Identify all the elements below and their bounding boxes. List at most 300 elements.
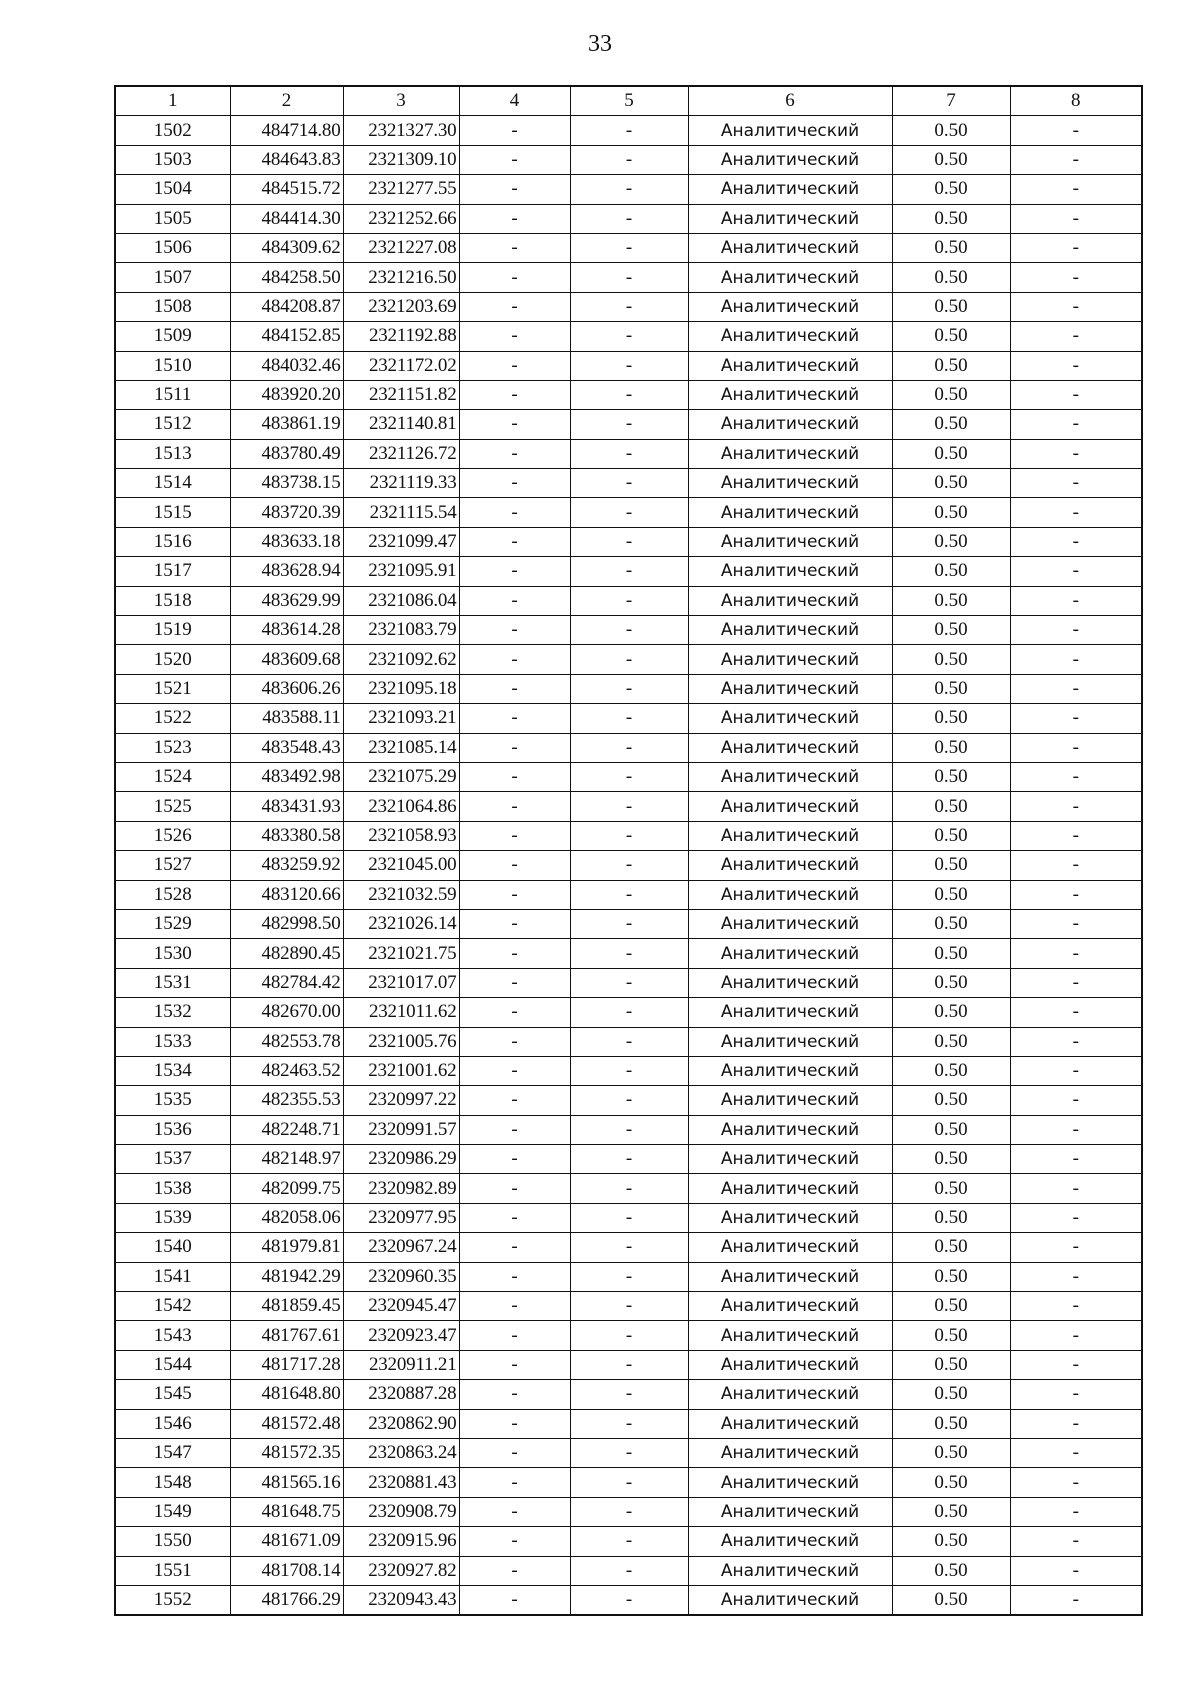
point-number-cell: 1542 (115, 1292, 230, 1321)
table-row (115, 1556, 1142, 1585)
col-5-value-cell: - (570, 909, 688, 938)
coord-y-cell: 2321085.14 (343, 733, 459, 762)
point-number-cell: 1521 (115, 674, 230, 703)
col-5-value-cell: - (570, 116, 688, 145)
col-4-value-cell: - (459, 322, 570, 351)
accuracy-cell: 0.50 (892, 1027, 1010, 1056)
accuracy-cell: 0.50 (892, 1145, 1010, 1174)
col-8-value-cell: - (1010, 175, 1142, 204)
coord-x-cell: 484309.62 (230, 233, 343, 262)
accuracy-cell: 0.50 (892, 439, 1010, 468)
col-4-value-cell: - (459, 733, 570, 762)
method-cell: Аналитический (688, 322, 892, 351)
accuracy-cell: 0.50 (892, 674, 1010, 703)
table-row (115, 1203, 1142, 1232)
col-5-value-cell: - (570, 998, 688, 1027)
coord-x-cell: 483780.49 (230, 439, 343, 468)
coord-y-cell: 2320915.96 (343, 1527, 459, 1556)
col-8-value-cell: - (1010, 645, 1142, 674)
table-row (115, 1438, 1142, 1467)
col-4-value-cell: - (459, 410, 570, 439)
coord-y-cell: 2320943.43 (343, 1585, 459, 1615)
coord-y-cell: 2321252.66 (343, 204, 459, 233)
coord-x-cell: 481648.75 (230, 1497, 343, 1526)
col-5-value-cell: - (570, 439, 688, 468)
col-5-value-cell: - (570, 175, 688, 204)
point-number-cell: 1543 (115, 1321, 230, 1350)
col-4-value-cell: - (459, 498, 570, 527)
point-number-cell: 1506 (115, 233, 230, 262)
coord-y-cell: 2320977.95 (343, 1203, 459, 1232)
point-number-cell: 1513 (115, 439, 230, 468)
point-number-cell: 1515 (115, 498, 230, 527)
method-cell: Аналитический (688, 762, 892, 791)
coord-x-cell: 483431.93 (230, 792, 343, 821)
col-5-value-cell: - (570, 733, 688, 762)
col-5-value-cell: - (570, 704, 688, 733)
column-header-3: 3 (343, 86, 459, 116)
point-number-cell: 1505 (115, 204, 230, 233)
coord-y-cell: 2321126.72 (343, 439, 459, 468)
point-number-cell: 1508 (115, 292, 230, 321)
accuracy-cell: 0.50 (892, 1174, 1010, 1203)
col-5-value-cell: - (570, 1292, 688, 1321)
col-5-value-cell: - (570, 1262, 688, 1291)
col-4-value-cell: - (459, 968, 570, 997)
method-cell: Аналитический (688, 351, 892, 380)
col-4-value-cell: - (459, 263, 570, 292)
col-4-value-cell: - (459, 557, 570, 586)
table-row (115, 557, 1142, 586)
accuracy-cell: 0.50 (892, 322, 1010, 351)
accuracy-cell: 0.50 (892, 1438, 1010, 1467)
col-5-value-cell: - (570, 1145, 688, 1174)
accuracy-cell: 0.50 (892, 1086, 1010, 1115)
table-row (115, 909, 1142, 938)
col-5-value-cell: - (570, 263, 688, 292)
col-5-value-cell: - (570, 1233, 688, 1262)
method-cell: Аналитический (688, 410, 892, 439)
method-cell: Аналитический (688, 880, 892, 909)
method-cell: Аналитический (688, 380, 892, 409)
point-number-cell: 1537 (115, 1145, 230, 1174)
point-number-cell: 1502 (115, 116, 230, 145)
point-number-cell: 1545 (115, 1380, 230, 1409)
method-cell: Аналитический (688, 292, 892, 321)
coord-y-cell: 2321092.62 (343, 645, 459, 674)
col-5-value-cell: - (570, 1438, 688, 1467)
point-number-cell: 1529 (115, 909, 230, 938)
col-8-value-cell: - (1010, 292, 1142, 321)
col-5-value-cell: - (570, 1585, 688, 1615)
col-5-value-cell: - (570, 557, 688, 586)
col-8-value-cell: - (1010, 733, 1142, 762)
col-5-value-cell: - (570, 792, 688, 821)
point-number-cell: 1517 (115, 557, 230, 586)
coord-x-cell: 482890.45 (230, 939, 343, 968)
coord-x-cell: 483606.26 (230, 674, 343, 703)
col-5-value-cell: - (570, 762, 688, 791)
col-5-value-cell: - (570, 1380, 688, 1409)
coord-y-cell: 2321095.18 (343, 674, 459, 703)
column-header-5: 5 (570, 86, 688, 116)
col-8-value-cell: - (1010, 851, 1142, 880)
coord-x-cell: 483720.39 (230, 498, 343, 527)
method-cell: Аналитический (688, 1233, 892, 1262)
method-cell: Аналитический (688, 1556, 892, 1585)
col-4-value-cell: - (459, 586, 570, 615)
method-cell: Аналитический (688, 1292, 892, 1321)
method-cell: Аналитический (688, 1350, 892, 1379)
coord-y-cell: 2321001.62 (343, 1056, 459, 1085)
coord-y-cell: 2321140.81 (343, 410, 459, 439)
table-row (115, 527, 1142, 556)
method-cell: Аналитический (688, 204, 892, 233)
coord-y-cell: 2321021.75 (343, 939, 459, 968)
accuracy-cell: 0.50 (892, 1262, 1010, 1291)
col-8-value-cell: - (1010, 233, 1142, 262)
col-5-value-cell: - (570, 204, 688, 233)
coord-y-cell: 2320960.35 (343, 1262, 459, 1291)
method-cell: Аналитический (688, 616, 892, 645)
accuracy-cell: 0.50 (892, 1115, 1010, 1144)
coord-y-cell: 2320887.28 (343, 1380, 459, 1409)
coord-x-cell: 483259.92 (230, 851, 343, 880)
method-cell: Аналитический (688, 1438, 892, 1467)
accuracy-cell: 0.50 (892, 1380, 1010, 1409)
table-row (115, 1409, 1142, 1438)
col-4-value-cell: - (459, 1115, 570, 1144)
col-8-value-cell: - (1010, 909, 1142, 938)
col-8-value-cell: - (1010, 116, 1142, 145)
method-cell: Аналитический (688, 792, 892, 821)
coord-x-cell: 484208.87 (230, 292, 343, 321)
coord-y-cell: 2320991.57 (343, 1115, 459, 1144)
point-number-cell: 1532 (115, 998, 230, 1027)
table-row (115, 380, 1142, 409)
accuracy-cell: 0.50 (892, 1233, 1010, 1262)
coord-y-cell: 2321005.76 (343, 1027, 459, 1056)
table-row (115, 1262, 1142, 1291)
coord-x-cell: 481671.09 (230, 1527, 343, 1556)
coord-y-cell: 2321115.54 (343, 498, 459, 527)
table-row (115, 1174, 1142, 1203)
coord-x-cell: 484152.85 (230, 322, 343, 351)
point-number-cell: 1550 (115, 1527, 230, 1556)
table-row (115, 762, 1142, 791)
coord-x-cell: 481767.61 (230, 1321, 343, 1350)
col-4-value-cell: - (459, 1380, 570, 1409)
point-number-cell: 1549 (115, 1497, 230, 1526)
coord-y-cell: 2320911.21 (343, 1350, 459, 1379)
col-4-value-cell: - (459, 145, 570, 174)
accuracy-cell: 0.50 (892, 527, 1010, 556)
point-number-cell: 1541 (115, 1262, 230, 1291)
coord-x-cell: 483609.68 (230, 645, 343, 674)
coord-x-cell: 483548.43 (230, 733, 343, 762)
coord-x-cell: 482148.97 (230, 1145, 343, 1174)
method-cell: Аналитический (688, 1585, 892, 1615)
accuracy-cell: 0.50 (892, 704, 1010, 733)
point-number-cell: 1510 (115, 351, 230, 380)
point-number-cell: 1503 (115, 145, 230, 174)
method-cell: Аналитический (688, 1468, 892, 1497)
method-cell: Аналитический (688, 1056, 892, 1085)
method-cell: Аналитический (688, 175, 892, 204)
method-cell: Аналитический (688, 998, 892, 1027)
col-4-value-cell: - (459, 616, 570, 645)
coord-x-cell: 482998.50 (230, 909, 343, 938)
coord-x-cell: 481572.48 (230, 1409, 343, 1438)
col-5-value-cell: - (570, 1086, 688, 1115)
coord-y-cell: 2321216.50 (343, 263, 459, 292)
table-row (115, 733, 1142, 762)
point-number-cell: 1535 (115, 1086, 230, 1115)
coord-y-cell: 2321099.47 (343, 527, 459, 556)
method-cell: Аналитический (688, 233, 892, 262)
column-header-6: 6 (688, 86, 892, 116)
table-row (115, 968, 1142, 997)
point-number-cell: 1551 (115, 1556, 230, 1585)
col-4-value-cell: - (459, 1527, 570, 1556)
accuracy-cell: 0.50 (892, 939, 1010, 968)
column-header-4: 4 (459, 86, 570, 116)
coord-y-cell: 2321083.79 (343, 616, 459, 645)
point-number-cell: 1539 (115, 1203, 230, 1232)
col-5-value-cell: - (570, 674, 688, 703)
method-cell: Аналитический (688, 939, 892, 968)
col-5-value-cell: - (570, 351, 688, 380)
accuracy-cell: 0.50 (892, 1056, 1010, 1085)
table-row (115, 704, 1142, 733)
col-8-value-cell: - (1010, 1145, 1142, 1174)
column-header-2: 2 (230, 86, 343, 116)
col-4-value-cell: - (459, 939, 570, 968)
table-body (115, 116, 1142, 1615)
coord-x-cell: 481708.14 (230, 1556, 343, 1585)
col-5-value-cell: - (570, 968, 688, 997)
col-4-value-cell: - (459, 292, 570, 321)
coord-y-cell: 2321095.91 (343, 557, 459, 586)
col-5-value-cell: - (570, 1468, 688, 1497)
col-8-value-cell: - (1010, 1233, 1142, 1262)
coord-x-cell: 482463.52 (230, 1056, 343, 1085)
method-cell: Аналитический (688, 1527, 892, 1556)
method-cell: Аналитический (688, 1497, 892, 1526)
col-4-value-cell: - (459, 1262, 570, 1291)
table-row (115, 1321, 1142, 1350)
col-4-value-cell: - (459, 645, 570, 674)
col-5-value-cell: - (570, 410, 688, 439)
table-row (115, 880, 1142, 909)
table-row (115, 204, 1142, 233)
accuracy-cell: 0.50 (892, 557, 1010, 586)
accuracy-cell: 0.50 (892, 968, 1010, 997)
col-4-value-cell: - (459, 762, 570, 791)
table-row (115, 1115, 1142, 1144)
method-cell: Аналитический (688, 1145, 892, 1174)
table-row (115, 292, 1142, 321)
accuracy-cell: 0.50 (892, 1203, 1010, 1232)
accuracy-cell: 0.50 (892, 263, 1010, 292)
col-4-value-cell: - (459, 439, 570, 468)
col-4-value-cell: - (459, 1409, 570, 1438)
point-number-cell: 1548 (115, 1468, 230, 1497)
point-number-cell: 1526 (115, 821, 230, 850)
method-cell: Аналитический (688, 821, 892, 850)
coord-y-cell: 2321309.10 (343, 145, 459, 174)
col-5-value-cell: - (570, 527, 688, 556)
col-4-value-cell: - (459, 704, 570, 733)
col-4-value-cell: - (459, 527, 570, 556)
coord-x-cell: 483633.18 (230, 527, 343, 556)
coord-x-cell: 483614.28 (230, 616, 343, 645)
coord-y-cell: 2320927.82 (343, 1556, 459, 1585)
point-number-cell: 1519 (115, 616, 230, 645)
table-row (115, 586, 1142, 615)
coord-y-cell: 2321277.55 (343, 175, 459, 204)
method-cell: Аналитический (688, 1262, 892, 1291)
col-8-value-cell: - (1010, 704, 1142, 733)
table-row (115, 998, 1142, 1027)
col-5-value-cell: - (570, 1409, 688, 1438)
table-row (115, 1527, 1142, 1556)
point-number-cell: 1525 (115, 792, 230, 821)
col-8-value-cell: - (1010, 821, 1142, 850)
col-8-value-cell: - (1010, 1468, 1142, 1497)
coord-y-cell: 2321093.21 (343, 704, 459, 733)
table-row (115, 616, 1142, 645)
col-8-value-cell: - (1010, 469, 1142, 498)
col-4-value-cell: - (459, 1174, 570, 1203)
method-cell: Аналитический (688, 116, 892, 145)
col-8-value-cell: - (1010, 557, 1142, 586)
coord-x-cell: 482248.71 (230, 1115, 343, 1144)
table-row (115, 469, 1142, 498)
coord-y-cell: 2320967.24 (343, 1233, 459, 1262)
col-5-value-cell: - (570, 1350, 688, 1379)
point-number-cell: 1514 (115, 469, 230, 498)
table-row (115, 1350, 1142, 1379)
coord-x-cell: 482553.78 (230, 1027, 343, 1056)
accuracy-cell: 0.50 (892, 792, 1010, 821)
col-4-value-cell: - (459, 204, 570, 233)
col-4-value-cell: - (459, 1350, 570, 1379)
col-8-value-cell: - (1010, 380, 1142, 409)
table-row (115, 322, 1142, 351)
table-row (115, 410, 1142, 439)
accuracy-cell: 0.50 (892, 1527, 1010, 1556)
point-number-cell: 1540 (115, 1233, 230, 1262)
col-4-value-cell: - (459, 1056, 570, 1085)
col-8-value-cell: - (1010, 351, 1142, 380)
accuracy-cell: 0.50 (892, 1409, 1010, 1438)
accuracy-cell: 0.50 (892, 586, 1010, 615)
col-5-value-cell: - (570, 939, 688, 968)
coord-y-cell: 2321058.93 (343, 821, 459, 850)
point-number-cell: 1538 (115, 1174, 230, 1203)
column-header-1: 1 (115, 86, 230, 116)
col-4-value-cell: - (459, 998, 570, 1027)
table-row (115, 645, 1142, 674)
col-5-value-cell: - (570, 645, 688, 674)
method-cell: Аналитический (688, 733, 892, 762)
col-4-value-cell: - (459, 792, 570, 821)
coord-x-cell: 483492.98 (230, 762, 343, 791)
accuracy-cell: 0.50 (892, 145, 1010, 174)
coord-x-cell: 483861.19 (230, 410, 343, 439)
col-5-value-cell: - (570, 586, 688, 615)
accuracy-cell: 0.50 (892, 380, 1010, 409)
method-cell: Аналитический (688, 527, 892, 556)
table-row (115, 851, 1142, 880)
coord-x-cell: 483120.66 (230, 880, 343, 909)
col-5-value-cell: - (570, 821, 688, 850)
point-number-cell: 1509 (115, 322, 230, 351)
col-8-value-cell: - (1010, 674, 1142, 703)
point-number-cell: 1511 (115, 380, 230, 409)
col-8-value-cell: - (1010, 263, 1142, 292)
coord-x-cell: 482355.53 (230, 1086, 343, 1115)
coord-x-cell: 484032.46 (230, 351, 343, 380)
coord-y-cell: 2320923.47 (343, 1321, 459, 1350)
accuracy-cell: 0.50 (892, 909, 1010, 938)
col-4-value-cell: - (459, 821, 570, 850)
col-4-value-cell: - (459, 1468, 570, 1497)
method-cell: Аналитический (688, 145, 892, 174)
table-row (115, 263, 1142, 292)
coord-y-cell: 2320986.29 (343, 1145, 459, 1174)
col-4-value-cell: - (459, 1585, 570, 1615)
table-row (115, 1380, 1142, 1409)
point-number-cell: 1552 (115, 1585, 230, 1615)
col-4-value-cell: - (459, 1145, 570, 1174)
col-4-value-cell: - (459, 1233, 570, 1262)
method-cell: Аналитический (688, 586, 892, 615)
coord-x-cell: 483738.15 (230, 469, 343, 498)
point-number-cell: 1546 (115, 1409, 230, 1438)
col-5-value-cell: - (570, 1321, 688, 1350)
coord-x-cell: 483380.58 (230, 821, 343, 850)
accuracy-cell: 0.50 (892, 645, 1010, 674)
col-8-value-cell: - (1010, 439, 1142, 468)
col-8-value-cell: - (1010, 145, 1142, 174)
coord-x-cell: 481942.29 (230, 1262, 343, 1291)
col-5-value-cell: - (570, 616, 688, 645)
accuracy-cell: 0.50 (892, 116, 1010, 145)
col-8-value-cell: - (1010, 1350, 1142, 1379)
coord-x-cell: 484515.72 (230, 175, 343, 204)
col-8-value-cell: - (1010, 1262, 1142, 1291)
coord-x-cell: 482058.06 (230, 1203, 343, 1232)
table-row (115, 1497, 1142, 1526)
coord-x-cell: 482099.75 (230, 1174, 343, 1203)
accuracy-cell: 0.50 (892, 1556, 1010, 1585)
accuracy-cell: 0.50 (892, 1321, 1010, 1350)
point-number-cell: 1531 (115, 968, 230, 997)
accuracy-cell: 0.50 (892, 204, 1010, 233)
point-number-cell: 1522 (115, 704, 230, 733)
col-8-value-cell: - (1010, 1585, 1142, 1615)
col-5-value-cell: - (570, 1115, 688, 1144)
table-row (115, 1145, 1142, 1174)
col-5-value-cell: - (570, 1027, 688, 1056)
coord-x-cell: 484258.50 (230, 263, 343, 292)
coord-y-cell: 2321045.00 (343, 851, 459, 880)
method-cell: Аналитический (688, 1086, 892, 1115)
accuracy-cell: 0.50 (892, 292, 1010, 321)
col-5-value-cell: - (570, 1056, 688, 1085)
